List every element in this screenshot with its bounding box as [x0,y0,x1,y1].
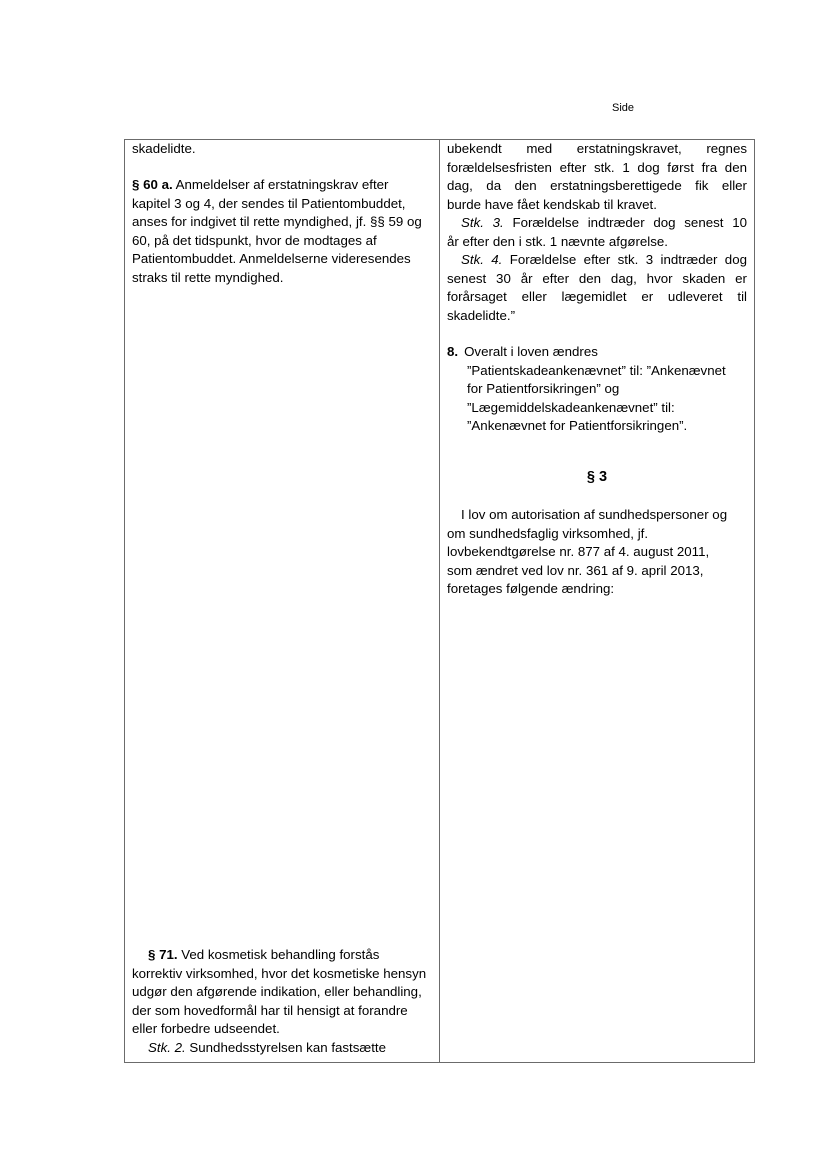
right-paragraph-continuation [447,140,747,325]
stk4-line-1: Stk. 4. Forældelse efter stk. 3 indtræder dog [461,252,747,267]
column-divider [439,140,440,1062]
stk2-label: Stk. 2. [148,1039,186,1055]
stk4-line-4: skadelidte.” [447,307,515,323]
left-top-text: skadelidte. [132,141,196,156]
page-label-side: Side [612,102,635,114]
item-8-line-5: ”Ankenævnet for Patientforsikringen”. [467,418,688,433]
paragraph-60a-text: Anmeldelser af erstatningskrav efter kapitel 3 og 4, der sendes til Patientombuddet, anses for indgivet til rette myndighed, jf. §§ 59 og 60, på det tidspunkt, hvor de modtages af Patientombuddet. Anmeldelserne videresendes straks til rette myndighed. [132,177,422,285]
item-8-line-4: ”Lægemiddelskadeankenævnet” til: [467,399,675,415]
comparison-table [124,139,755,1063]
section-3-line-1: I lov om autorisation af sundhedspersoner og [461,507,728,522]
item-8-line-2: ”Patientskadeankenævnet” til: ”Ankenævnet [467,362,726,378]
paragraph-71-text: Ved kosmetisk behandling forstås korrektiv virksomhed, hvor det kosmetiske hensyn udgør den afgørende indikation, eller behandling, der som hovedformål har til hensigt at forandre eller forbedre udseendet. [132,947,427,1036]
item-8-number: 8. [447,344,459,359]
paragraph-60a [132,176,428,287]
section-3-intro [447,506,747,599]
section-3-line-4: som ændret ved lov nr. 361 af 9. april 2013, [447,562,704,578]
section-3-line-5: foretages følgende ændring: [447,581,615,596]
stk4-label: Stk. 4. [461,252,503,267]
right-line-4: burde have fået kendskab til kravet. [447,196,657,212]
paragraph-71-heading: § 71. [148,947,178,962]
stk4-line-2: senest 30 år efter den dag, hvor skaden er [447,270,747,286]
section-heading: § 3 [586,469,608,485]
item-8-line-3: for Patientforsikringen” og [467,381,620,396]
paragraph-71 [132,946,428,1057]
section-3-line-2: om sundhedsfaglig virksomhed, jf. [447,525,649,541]
right-line-1: ubekendt med erstatningskravet, regnes [447,141,747,156]
stk3-label: Stk. 3. [461,215,504,230]
item-8 [447,343,747,436]
right-line-3: dag, da den erstatningsberettigede fik eller [447,178,747,193]
stk3-line-2: år efter den i stk. 1 nævnte afgørelse. [447,233,668,249]
stk3-line-1: Stk. 3. Forældelse indtræder dog senest 10 [461,215,747,230]
paragraph-60a-heading: § 60 a. [132,177,173,192]
section-3-line-3: lovbekendtgørelse nr. 877 af 4. august 2011, [447,544,710,559]
stk2-text: Sundhedsstyrelsen kan fastsætte [185,1039,387,1055]
right-line-2: forældelsesfristen efter stk. 1 dog først fra den [447,159,747,175]
stk4-line-3: forårsaget eller lægemidlet er udleveret til [447,289,747,304]
item-8-line-1: Overalt i loven ændres [464,344,598,359]
